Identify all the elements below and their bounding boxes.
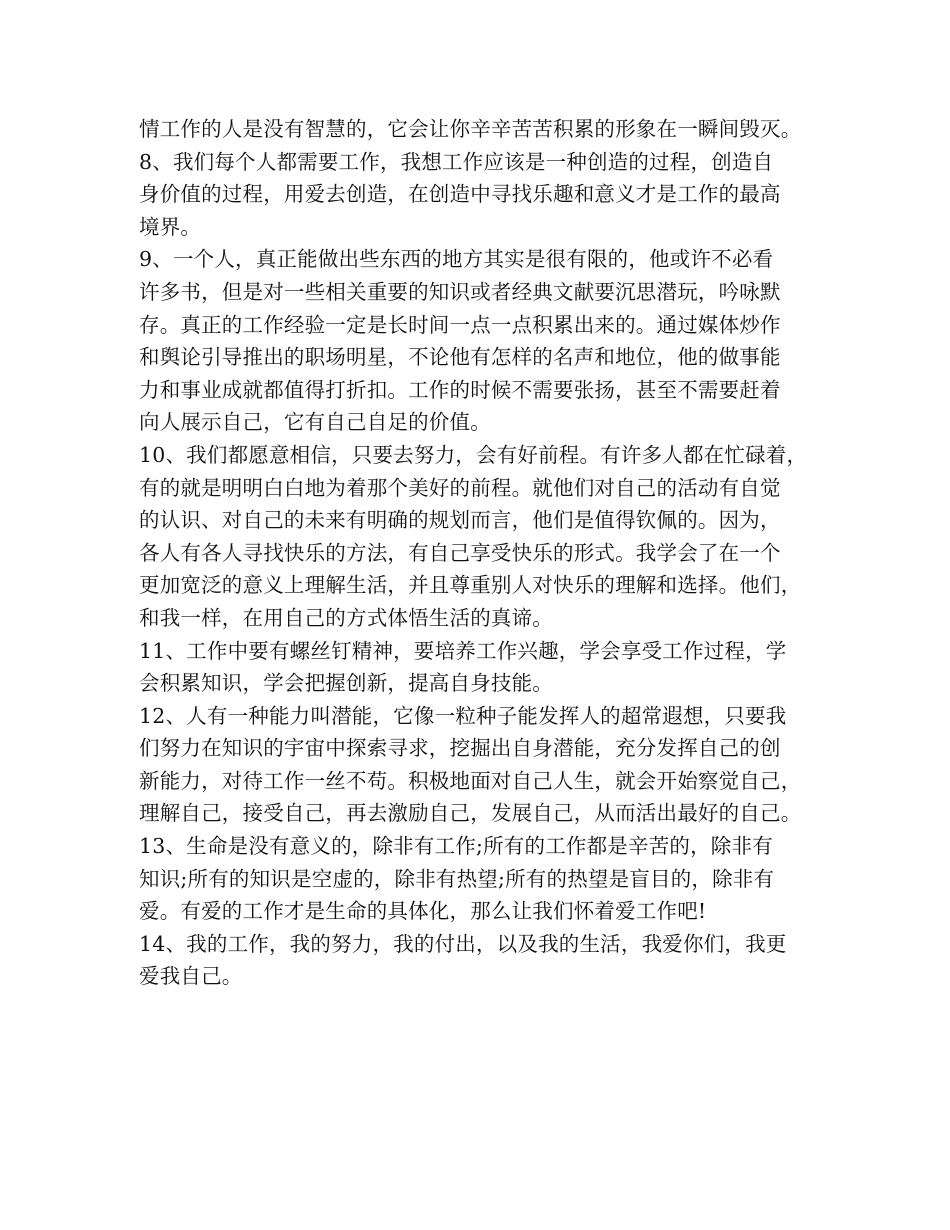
text-line: 爱。有爱的工作才是生命的具体化，那么让我们怀着爱工作吧!: [139, 899, 707, 924]
text-line: 力和事业成就都值得打折扣。工作的时候不需要张扬，甚至不需要赶着: [139, 377, 781, 402]
text-line: 会积累知识，学会把握创新，提高自身技能。: [139, 671, 553, 696]
text-line: 10、我们都愿意相信，只要去努力，会有好前程。有许多人都在忙碌着，: [139, 442, 808, 467]
text-line: 理解自己，接受自己，再去激励自己，发展自己，从而活出最好的自己。: [139, 801, 802, 826]
text-line: 们努力在知识的宇宙中探索寻求，挖掘出自身潜能，充分发挥自己的创: [139, 736, 781, 761]
text-line: 境界。: [139, 214, 202, 239]
text-line: 身价值的过程，用爱去创造，在创造中寻找乐趣和意义才是工作的最高: [139, 182, 781, 207]
text-line: 12、人有一种能力叫潜能，它像一粒种子能发挥人的超常遐想，只要我: [139, 703, 787, 728]
text-line: 的认识、对自己的未来有明确的规划而言，他们是值得钦佩的。因为，: [139, 508, 781, 533]
text-line: 更加宽泛的意义上理解生活，并且尊重别人对快乐的理解和选择。他们，: [139, 573, 802, 598]
text-line: 各人有各人寻找快乐的方法，有自己享受快乐的形式。我学会了在一个: [139, 540, 781, 565]
text-line: 新能力，对待工作一丝不苟。积极地面对自己人生，就会开始察觉自己，: [139, 768, 802, 793]
document-body: [139, 113, 829, 993]
text-line: 13、生命是没有意义的，除非有工作;所有的工作都是辛苦的，除非有: [139, 834, 773, 859]
text-line: 有的就是明明白白地为着那个美好的前程。就他们对自己的活动有自觉: [139, 475, 781, 500]
text-line: 和舆论引导推出的职场明星，不论他有怎样的名声和地位，他的做事能: [139, 345, 781, 370]
text-line: 知识;所有的知识是空虚的，除非有热望;所有的热望是盲目的，除非有: [139, 866, 775, 891]
text-line: 9、一个人，真正能做出些东西的地方其实是很有限的，他或许不必看: [139, 247, 774, 272]
text-line: 11、工作中要有螺丝钉精神，要培养工作兴趣，学会享受工作过程，学: [139, 638, 787, 663]
text-line: 存。真正的工作经验一定是长时间一点一点积累出来的。通过媒体炒作: [139, 312, 781, 337]
text-line: 向人展示自己，它有自己自足的价值。: [139, 410, 491, 435]
text-line: 许多书，但是对一些相关重要的知识或者经典文献要沉思潜玩，吟咏默: [139, 279, 781, 304]
text-line: 14、我的工作，我的努力，我的付出，以及我的生活，我爱你们，我更: [139, 931, 787, 956]
text-line: 和我一样，在用自己的方式体悟生活的真谛。: [139, 605, 553, 630]
text-line: 情工作的人是没有智慧的，它会让你辛辛苦苦积累的形象在一瞬间毁灭。: [139, 117, 802, 141]
text-line: 爱我自己。: [139, 964, 243, 989]
text-line: 8、我们每个人都需要工作，我想工作应该是一种创造的过程，创造自: [139, 149, 774, 174]
